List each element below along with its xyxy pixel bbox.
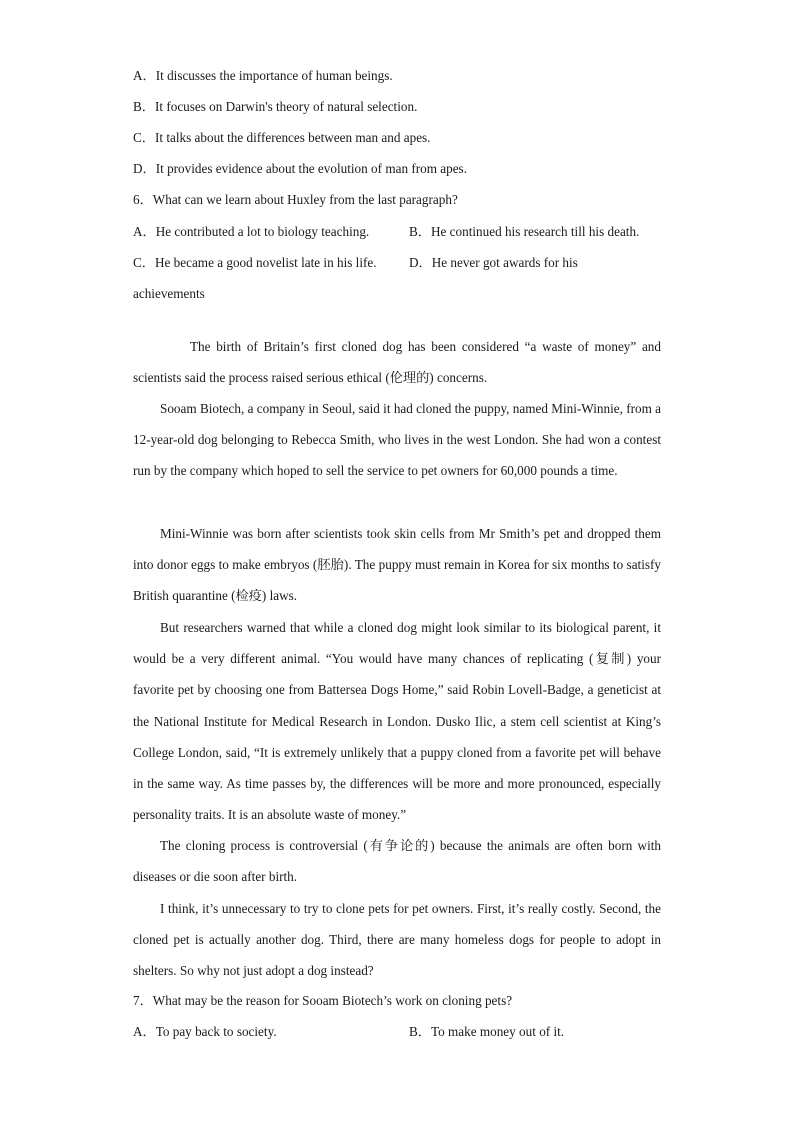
q6-option-c: C．He became a good novelist late in his life. bbox=[133, 255, 377, 270]
q6-stem: 6．What can we learn about Huxley from the last paragraph? bbox=[133, 192, 458, 207]
passage-paragraph-4: But researchers warned that while a cloned dog might look similar to its biological parent, it would be a very different animal. “You would have many chances of replicating (复制) your favorite pet by choosing one from Battersea Dogs Home,” said Robin Lovell-Badge, a geneticist at the National Institute for Medical Research in London. Dusko Ilic, a stem cell scientist at King’s College London, said, “It is extremely unlikely that a puppy cloned from a favorite pet will behave in the same way. As time passes by, the differences will be more and more pronounced, especially personality traits. It is an absolute waste of money.” bbox=[133, 620, 661, 823]
passage-paragraph-5: The cloning process is controversial (有争论的) because the animals are often born with diseases or die soon after birth. bbox=[133, 838, 661, 885]
q6-option-b: B．He continued his research till his death. bbox=[409, 224, 640, 239]
q5-option-c: C．It talks about the differences between man and apes. bbox=[133, 130, 431, 145]
q7-option-b: B．To make money out of it. bbox=[409, 1024, 565, 1039]
q6-option-d: D．He never got awards for his bbox=[409, 255, 578, 270]
q7-option-a: A．To pay back to society. bbox=[133, 1024, 277, 1039]
q5-option-a: A．It discusses the importance of human beings. bbox=[133, 68, 393, 83]
passage-paragraph-2: Sooam Biotech, a company in Seoul, said it had cloned the puppy, named Mini-Winnie, from a 12-year-old dog belonging to Rebecca Smith, who lives in the west London. She had won a contest run by the company which hoped to sell the service to pet owners for 60,000 pounds a time. bbox=[133, 401, 661, 479]
passage-paragraph-6: I think, it’s unnecessary to try to clone pets for pet owners. First, it’s really costly. Second, the cloned pet is actually another dog. Third, there are many homeless dogs for people to adopt in shelters. So why not just adopt a dog instead? bbox=[133, 901, 661, 979]
q5-option-d: D．It provides evidence about the evolution of man from apes. bbox=[133, 161, 467, 176]
passage-paragraph-3: Mini-Winnie was born after scientists took skin cells from Mr Smith’s pet and dropped them into donor eggs to make embryos (胚胎). The puppy must remain in Korea for six months to satisfy British quarantine (检疫) laws. bbox=[133, 526, 661, 604]
passage-paragraph-1: The birth of Britain’s first cloned dog has been considered “a waste of money” and scientists said the process raised serious ethical (伦理的) concerns. bbox=[133, 339, 661, 386]
q6-option-d-continued: achievements bbox=[133, 286, 205, 301]
q5-option-b: B．It focuses on Darwin's theory of natural selection. bbox=[133, 99, 418, 114]
q7-stem: 7．What may be the reason for Sooam Biotech’s work on cloning pets? bbox=[133, 993, 513, 1008]
q6-option-a: A．He contributed a lot to biology teaching. bbox=[133, 224, 370, 239]
